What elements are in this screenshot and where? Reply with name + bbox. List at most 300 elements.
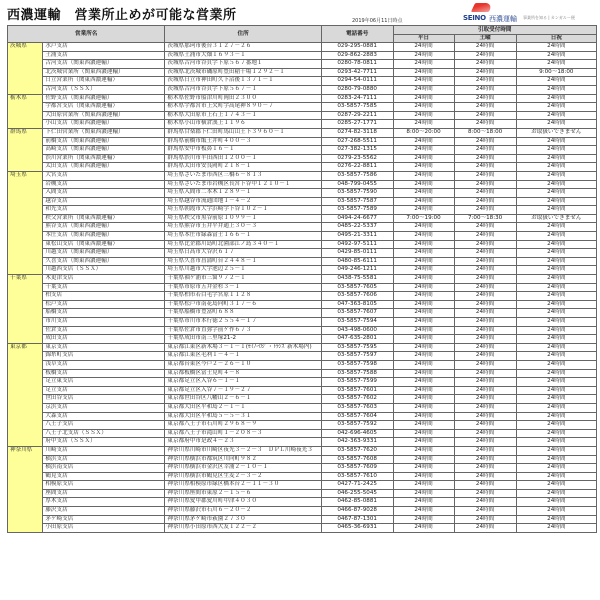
phone-cell: 0429-85-0111 — [321, 249, 393, 258]
saturday-hours-cell: 24時間 — [454, 94, 516, 103]
office-name-cell: 和光支店 — [43, 206, 165, 215]
weekday-hours-cell: 24時間 — [393, 60, 454, 69]
holiday-hours-cell: 24時間 — [516, 412, 596, 421]
phone-cell: 03-5857-7601 — [321, 386, 393, 395]
weekday-hours-cell: 24時間 — [393, 438, 454, 447]
table-row — [8, 43, 597, 52]
saturday-hours-cell: 24時間 — [454, 421, 516, 430]
address-cell: 茨城県那珂市後台３１２７－２６ — [165, 43, 321, 52]
address-cell: 東京都八王子市石川町２９６８－９ — [165, 421, 321, 430]
address-cell: 群馬県安中市板鼻１６－１ — [165, 146, 321, 155]
weekday-hours-cell: 24時間 — [393, 309, 454, 318]
saturday-hours-cell: 24時間 — [454, 137, 516, 146]
table-row — [8, 85, 597, 94]
office-name-cell: 古河支店（ＳＳＸ） — [43, 85, 165, 94]
weekday-hours-cell: 24時間 — [393, 137, 454, 146]
saturday-hours-cell: 24時間 — [454, 120, 516, 129]
as-of-date: 2019年06月11日時点 — [352, 18, 403, 24]
holiday-hours-cell: 24時間 — [516, 171, 596, 180]
address-cell: 千葉県船橋市豊富町６８８ — [165, 309, 321, 318]
office-name-cell: 千葉支店 — [43, 283, 165, 292]
weekday-hours-cell: 24時間 — [393, 283, 454, 292]
table-row — [8, 128, 597, 137]
office-name-cell: 鶴見支店 — [43, 472, 165, 481]
address-cell: 千葉県市川市本行徳２５５４－１７ — [165, 318, 321, 327]
weekday-hours-cell: 24時間 — [393, 111, 454, 120]
office-name-cell: 太田支店（関東西濃運輸） — [43, 163, 165, 172]
holiday-hours-cell: 24時間 — [516, 429, 596, 438]
saturday-hours-cell: 24時間 — [454, 232, 516, 241]
saturday-hours-cell: 24時間 — [454, 498, 516, 507]
holiday-hours-cell: 24時間 — [516, 223, 596, 232]
holiday-hours-cell: 24時間 — [516, 498, 596, 507]
phone-cell: 0492-97-5111 — [321, 240, 393, 249]
holiday-hours-cell: 24時間 — [516, 489, 596, 498]
logo-wing-icon — [471, 3, 493, 12]
weekday-hours-cell: 24時間 — [393, 335, 454, 344]
office-name-cell: 小田原支店 — [43, 524, 165, 533]
table-row — [8, 137, 597, 146]
office-name-cell: 東松山支店（関東西濃運輸） — [43, 240, 165, 249]
saturday-hours-cell: 24時間 — [454, 266, 516, 275]
table-row — [8, 300, 597, 309]
address-cell: 神奈川県小田原市西大友１２２－２ — [165, 524, 321, 533]
saturday-hours-cell: 24時間 — [454, 154, 516, 163]
office-name-cell: 久喜支店（関東西濃運輸） — [43, 257, 165, 266]
holiday-hours-cell: 24時間 — [516, 421, 596, 430]
saturday-hours-cell: 24時間 — [454, 524, 516, 533]
phone-cell: 03-5857-7599 — [321, 378, 393, 387]
weekday-hours-cell: 24時間 — [393, 249, 454, 258]
table-row — [8, 266, 597, 275]
saturday-hours-cell: 24時間 — [454, 395, 516, 404]
address-cell: 神奈川県横浜市鶴見区生麦２－３－２ — [165, 472, 321, 481]
weekday-hours-cell: 24時間 — [393, 85, 454, 94]
address-cell: 茨城県古河市谷貝字下原５６７－１ — [165, 85, 321, 94]
address-cell: 東京都台東区今戸２－２６－１０ — [165, 360, 321, 369]
weekday-hours-cell: 24時間 — [393, 240, 454, 249]
phone-cell: 03-5857-7588 — [321, 369, 393, 378]
saturday-hours-cell: 24時間 — [454, 292, 516, 301]
table-row — [8, 206, 597, 215]
phone-cell: 03-5857-7597 — [321, 352, 393, 361]
holiday-hours-cell: 24時間 — [516, 275, 596, 284]
holiday-hours-cell: 24時間 — [516, 111, 596, 120]
phone-cell: 0467-87-1301 — [321, 515, 393, 524]
table-row — [8, 171, 597, 180]
saturday-hours-cell: 24時間 — [454, 68, 516, 77]
phone-cell: 03-5857-7605 — [321, 283, 393, 292]
weekday-hours-cell: 24時間 — [393, 352, 454, 361]
phone-cell: 03-5857-7608 — [321, 455, 393, 464]
phone-cell: 03-5857-7610 — [321, 472, 393, 481]
office-name-cell: 小山支店（関東西濃運輸） — [43, 120, 165, 129]
table-row — [8, 283, 597, 292]
address-cell: 神奈川県茅ケ崎市萩園２７３０ — [165, 515, 321, 524]
saturday-hours-cell: 24時間 — [454, 360, 516, 369]
holiday-hours-cell: 24時間 — [516, 300, 596, 309]
weekday-hours-cell: 24時間 — [393, 43, 454, 52]
office-name-cell: 大宮支店 — [43, 171, 165, 180]
phone-cell: 0293-42-7711 — [321, 68, 393, 77]
phone-cell: 03-5857-7590 — [321, 189, 393, 198]
holiday-hours-cell: 24時間 — [516, 94, 596, 103]
weekday-hours-cell: 24時間 — [393, 223, 454, 232]
address-cell: 埼玉県さいたま市岩槻区長宮下谷中１２１０－１ — [165, 180, 321, 189]
office-name-cell: 成田支店 — [43, 335, 165, 344]
table-row — [8, 163, 597, 172]
prefecture-cell: 千葉県 — [8, 275, 43, 344]
weekday-hours-cell: 24時間 — [393, 146, 454, 155]
saturday-hours-cell: 24時間 — [454, 412, 516, 421]
seino-logo — [463, 3, 593, 25]
holiday-hours-cell: 24時間 — [516, 292, 596, 301]
phone-cell: 047-363-8105 — [321, 300, 393, 309]
holiday-hours-cell: 24時間 — [516, 60, 596, 69]
holiday-hours-cell: 24時間 — [516, 309, 596, 318]
table-row — [8, 489, 597, 498]
address-cell: 東京都江東区新木場３－１－１(ｾｲﾉｰﾛｼﾞ・ﾄﾗﾝｽﾞ新木場内) — [165, 343, 321, 352]
prefecture-cell: 東京都 — [8, 343, 43, 446]
table-row — [8, 524, 597, 533]
office-name-cell: 古河支店（関東西濃運輸） — [43, 60, 165, 69]
weekday-hours-cell: 24時間 — [393, 51, 454, 60]
table-row — [8, 515, 597, 524]
table-row — [8, 189, 597, 198]
address-cell: 千葉県市原市五井金杉３－１ — [165, 283, 321, 292]
phone-cell: 049-246-1211 — [321, 266, 393, 275]
address-cell: 東京都足立区入谷６－１－１ — [165, 378, 321, 387]
address-cell: 茨城県北茨城市磯原町豊田稲干場１２９２－１ — [165, 68, 321, 77]
office-name-cell: 足立東支店 — [43, 378, 165, 387]
holiday-hours-cell: 24時間 — [516, 403, 596, 412]
holiday-hours-cell: 9:00～18:00 — [516, 68, 596, 77]
saturday-hours-cell: 24時間 — [454, 111, 516, 120]
address-cell: 群馬県太田市安良岡町２１８－１ — [165, 163, 321, 172]
saturday-hours-cell: 24時間 — [454, 481, 516, 490]
phone-cell: 046-255-5045 — [321, 489, 393, 498]
address-cell: 群馬県前橋市飯土井町４００－３ — [165, 137, 321, 146]
table-row — [8, 197, 597, 206]
holiday-hours-cell: 24時間 — [516, 266, 596, 275]
office-name-cell: 八王子北支店（ＳＳＸ） — [43, 429, 165, 438]
saturday-hours-cell: 24時間 — [454, 369, 516, 378]
office-name-cell: 越谷支店 — [43, 197, 165, 206]
phone-cell: 03-5857-7606 — [321, 292, 393, 301]
holiday-hours-cell: 24時間 — [516, 464, 596, 473]
office-name-cell: 八王子支店 — [43, 421, 165, 430]
office-name-cell: 佐野支店（関東西濃運輸） — [43, 94, 165, 103]
office-name-cell: 高崎支店（関東西濃運輸） — [43, 146, 165, 155]
phone-cell: 03-5857-7609 — [321, 464, 393, 473]
weekday-hours-cell: 24時間 — [393, 369, 454, 378]
saturday-hours-cell: 7:00～18:30 — [454, 214, 516, 223]
office-name-cell: 横浜南支店 — [43, 464, 165, 473]
table-row — [8, 369, 597, 378]
weekday-hours-cell: 24時間 — [393, 197, 454, 206]
weekday-hours-cell: 24時間 — [393, 421, 454, 430]
header-holiday: 日祝 — [516, 35, 596, 43]
address-cell: 埼玉県越谷市流通団地１－４－２ — [165, 197, 321, 206]
office-name-cell: 佐倉支店 — [43, 326, 165, 335]
phone-cell: 027-268-5511 — [321, 137, 393, 146]
address-cell: 埼玉県秩父市黒谷前原１０９９－１ — [165, 214, 321, 223]
saturday-hours-cell: 24時間 — [454, 43, 516, 52]
holiday-hours-cell: 24時間 — [516, 335, 596, 344]
phone-cell: 03-5857-7598 — [321, 360, 393, 369]
table-row — [8, 51, 597, 60]
table-row — [8, 68, 597, 77]
saturday-hours-cell: 24時間 — [454, 507, 516, 516]
address-cell: 埼玉県熊谷市玉井平井通上３０－３ — [165, 223, 321, 232]
saturday-hours-cell: 24時間 — [454, 326, 516, 335]
table-row — [8, 446, 597, 455]
office-name-cell: 岩槻支店 — [43, 180, 165, 189]
table-row — [8, 352, 597, 361]
header-office-name: 営業所名 — [8, 26, 165, 43]
saturday-hours-cell: 24時間 — [454, 197, 516, 206]
saturday-hours-cell: 24時間 — [454, 429, 516, 438]
prefecture-cell: 埼玉県 — [8, 171, 43, 274]
table-row — [8, 360, 597, 369]
phone-cell: 03-5857-7620 — [321, 446, 393, 455]
header-pickup-hours: 引取受付時間 — [393, 26, 597, 35]
weekday-hours-cell: 24時間 — [393, 412, 454, 421]
header-saturday: 土曜 — [454, 35, 516, 43]
table-row — [8, 378, 597, 387]
weekday-hours-cell: 24時間 — [393, 232, 454, 241]
table-row — [8, 111, 597, 120]
phone-cell: 0465-36-6931 — [321, 524, 393, 533]
address-cell: 茨城県古河市谷貝字下原５６７番地１ — [165, 60, 321, 69]
table-row — [8, 292, 597, 301]
weekday-hours-cell: 24時間 — [393, 403, 454, 412]
phone-cell: 0485-22-5337 — [321, 223, 393, 232]
phone-cell: 0283-24-7111 — [321, 94, 393, 103]
phone-cell: 03-5857-7604 — [321, 412, 393, 421]
weekday-hours-cell: 24時間 — [393, 300, 454, 309]
header-address: 住所 — [165, 26, 321, 43]
saturday-hours-cell: 24時間 — [454, 206, 516, 215]
office-name-cell: 熊谷支店（関東西濃運輸） — [43, 223, 165, 232]
saturday-hours-cell: 24時間 — [454, 309, 516, 318]
phone-cell: 03-5857-7602 — [321, 395, 393, 404]
saturday-hours-cell: 24時間 — [454, 403, 516, 412]
holiday-hours-cell: 24時間 — [516, 283, 596, 292]
saturday-hours-cell: 24時間 — [454, 249, 516, 258]
address-cell: 神奈川県相模原市緑区橋本台２－１１－３０ — [165, 481, 321, 490]
weekday-hours-cell: 24時間 — [393, 489, 454, 498]
prefecture-cell: 群馬県 — [8, 128, 43, 171]
office-name-cell: 川越支店（関東西濃運輸） — [43, 249, 165, 258]
phone-cell: 0427-71-2425 — [321, 481, 393, 490]
office-name-cell: 相模原支店 — [43, 481, 165, 490]
office-name-cell: 秩父営業所（関東西濃運輸） — [43, 214, 165, 223]
holiday-hours-cell: 24時間 — [516, 146, 596, 155]
address-cell: 茨城県土浦市大畑１６９３－１ — [165, 51, 321, 60]
address-cell: 東京都江東区毛利１－４－１ — [165, 352, 321, 361]
address-cell: 栃木県佐野市船津川町岡田２３００ — [165, 94, 321, 103]
weekday-hours-cell: 24時間 — [393, 275, 454, 284]
table-row — [8, 343, 597, 352]
holiday-hours-cell: 24時間 — [516, 378, 596, 387]
phone-cell: 0279-23-5562 — [321, 154, 393, 163]
saturday-hours-cell: 24時間 — [454, 163, 516, 172]
office-name-cell: 世田谷支店 — [43, 395, 165, 404]
holiday-hours-cell: 24時間 — [516, 197, 596, 206]
phone-cell: 03-5857-7607 — [321, 309, 393, 318]
phone-cell: 0276-22-8811 — [321, 163, 393, 172]
address-cell: 群馬県甘楽郡下仁田町馬山山王下３９６０－１ — [165, 128, 321, 137]
office-name-cell: 船橋支店 — [43, 309, 165, 318]
address-cell: 埼玉県朝霞市大字浜崎字下谷１０２－１ — [165, 206, 321, 215]
weekday-hours-cell: 24時間 — [393, 515, 454, 524]
office-name-cell: 宇都宮支店（関東西濃運輸） — [43, 103, 165, 112]
weekday-hours-cell: 24時間 — [393, 446, 454, 455]
office-name-cell: 入間支店 — [43, 189, 165, 198]
office-name-cell: 錦糸町支店 — [43, 352, 165, 361]
office-name-cell: 大森支店 — [43, 412, 165, 421]
prefecture-cell: 茨城県 — [8, 43, 43, 95]
address-cell: 茨城県日立市神田町久下沼後１３７１－１ — [165, 77, 321, 86]
phone-cell: 03-5857-7603 — [321, 403, 393, 412]
address-cell: 千葉県松戸市南花島向町３１７－６ — [165, 300, 321, 309]
address-cell: 神奈川県横浜市都筑区川向町９８２ — [165, 455, 321, 464]
holiday-hours-cell: 24時間 — [516, 515, 596, 524]
address-cell: 東京都板橋区富士見町４－８ — [165, 369, 321, 378]
saturday-hours-cell: 24時間 — [454, 85, 516, 94]
phone-cell: 0462-85-0881 — [321, 498, 393, 507]
phone-cell: 027-382-1315 — [321, 146, 393, 155]
saturday-hours-cell: 24時間 — [454, 464, 516, 473]
table-row — [8, 309, 597, 318]
table-row — [8, 326, 597, 335]
office-name-cell: 市川支店 — [43, 318, 165, 327]
holiday-hours-cell: 24時間 — [516, 369, 596, 378]
phone-cell: 03-5857-7589 — [321, 206, 393, 215]
saturday-hours-cell: 24時間 — [454, 386, 516, 395]
address-cell: 埼玉県本庄市緑森富士１６６－１ — [165, 232, 321, 241]
office-name-cell: 板橋支店 — [43, 369, 165, 378]
office-name-cell: 足立支店 — [43, 386, 165, 395]
address-cell: 埼玉県川越市大字池辺２５－１ — [165, 266, 321, 275]
holiday-hours-cell: 24時間 — [516, 43, 596, 52]
office-name-cell: 下仁田営業所（関東西濃運輸） — [43, 128, 165, 137]
table-row — [8, 103, 597, 112]
weekday-hours-cell: 24時間 — [393, 395, 454, 404]
saturday-hours-cell: 24時間 — [454, 146, 516, 155]
address-cell: 神奈川県座間市東原２－１５－６ — [165, 489, 321, 498]
saturday-hours-cell: 24時間 — [454, 352, 516, 361]
saturday-hours-cell: 24時間 — [454, 60, 516, 69]
weekday-hours-cell: 24時間 — [393, 318, 454, 327]
saturday-hours-cell: 24時間 — [454, 77, 516, 86]
address-cell: 千葉県佐倉市直弥字前ケ作６７３ — [165, 326, 321, 335]
saturday-hours-cell: 24時間 — [454, 378, 516, 387]
office-name-cell: 日立営業所（関東西濃運輸） — [43, 77, 165, 86]
office-name-cell: 松戸支店 — [43, 300, 165, 309]
saturday-hours-cell: 24時間 — [454, 283, 516, 292]
weekday-hours-cell: 24時間 — [393, 171, 454, 180]
table-row — [8, 498, 597, 507]
weekday-hours-cell: 24時間 — [393, 266, 454, 275]
weekday-hours-cell: 24時間 — [393, 120, 454, 129]
phone-cell: 042-696-4605 — [321, 429, 393, 438]
phone-cell: 03-5857-7585 — [321, 103, 393, 112]
saturday-hours-cell: 24時間 — [454, 438, 516, 447]
table-row — [8, 60, 597, 69]
holiday-hours-cell: 24時間 — [516, 103, 596, 112]
phone-cell: 0480-85-6111 — [321, 257, 393, 266]
weekday-hours-cell: 24時間 — [393, 257, 454, 266]
weekday-hours-cell: 24時間 — [393, 524, 454, 533]
address-cell: 栃木県宇都宮市上欠町字高尾神８９０－７ — [165, 103, 321, 112]
table-row — [8, 77, 597, 86]
office-name-cell: 横浜支店 — [43, 455, 165, 464]
holiday-hours-cell: 24時間 — [516, 395, 596, 404]
table-row — [8, 318, 597, 327]
office-name-cell: 大田原営業所（関東西濃運輸） — [43, 111, 165, 120]
address-cell: 群馬県渋川市半田西田１２００－１ — [165, 154, 321, 163]
office-name-cell: 浅草支店 — [43, 360, 165, 369]
office-name-cell: 土浦支店 — [43, 51, 165, 60]
phone-cell: 029-862-2883 — [321, 51, 393, 60]
office-name-cell: 渋川営業所（関東西濃運輸） — [43, 154, 165, 163]
weekday-hours-cell: 24時間 — [393, 77, 454, 86]
table-row — [8, 180, 597, 189]
table-row — [8, 429, 597, 438]
header-phone: 電話番号 — [321, 26, 393, 43]
phone-cell: 047-635-2801 — [321, 335, 393, 344]
phone-cell: 03-5857-7595 — [321, 343, 393, 352]
phone-cell: 029-295-0881 — [321, 43, 393, 52]
logo-tagline: 事業所を知る | カンガルー便 — [523, 15, 575, 20]
saturday-hours-cell: 24時間 — [454, 455, 516, 464]
office-name-cell: 水戸支店 — [43, 43, 165, 52]
holiday-hours-cell: 24時間 — [516, 180, 596, 189]
saturday-hours-cell: 24時間 — [454, 335, 516, 344]
address-cell: 神奈川県川崎市川崎区夜光３－２－３ ＤＰＬ川崎夜光３ — [165, 446, 321, 455]
office-name-cell: 東京支店 — [43, 343, 165, 352]
page-title: 西濃運輸 営業所止めが可能な営業所 — [7, 8, 237, 23]
holiday-hours-cell: 24時間 — [516, 51, 596, 60]
saturday-hours-cell: 24時間 — [454, 171, 516, 180]
phone-cell: 03-5857-7594 — [321, 318, 393, 327]
phone-cell: 0280-78-0811 — [321, 60, 393, 69]
saturday-hours-cell: 24時間 — [454, 446, 516, 455]
address-cell: 栃木県大田原市上石上１７４３－１ — [165, 111, 321, 120]
holiday-hours-cell: お取扱いできません — [516, 214, 596, 223]
phone-cell: 0280-79-0880 — [321, 85, 393, 94]
holiday-hours-cell: 24時間 — [516, 455, 596, 464]
weekday-hours-cell: 24時間 — [393, 498, 454, 507]
office-name-cell: 府中支店（ＳＳＸ） — [43, 438, 165, 447]
weekday-hours-cell: 24時間 — [393, 326, 454, 335]
weekday-hours-cell: 24時間 — [393, 378, 454, 387]
holiday-hours-cell: 24時間 — [516, 249, 596, 258]
weekday-hours-cell: 24時間 — [393, 154, 454, 163]
weekday-hours-cell: 24時間 — [393, 206, 454, 215]
table-row — [8, 249, 597, 258]
office-name-cell: 厚木支店 — [43, 498, 165, 507]
weekday-hours-cell: 24時間 — [393, 68, 454, 77]
prefecture-cell: 栃木県 — [8, 94, 43, 128]
weekday-hours-cell: 24時間 — [393, 360, 454, 369]
office-table-body — [8, 43, 597, 533]
phone-cell: 048-799-0455 — [321, 180, 393, 189]
address-cell: 千葉県袖ケ浦市三箇９７２－１ — [165, 275, 321, 284]
phone-cell: 03-5857-7592 — [321, 421, 393, 430]
